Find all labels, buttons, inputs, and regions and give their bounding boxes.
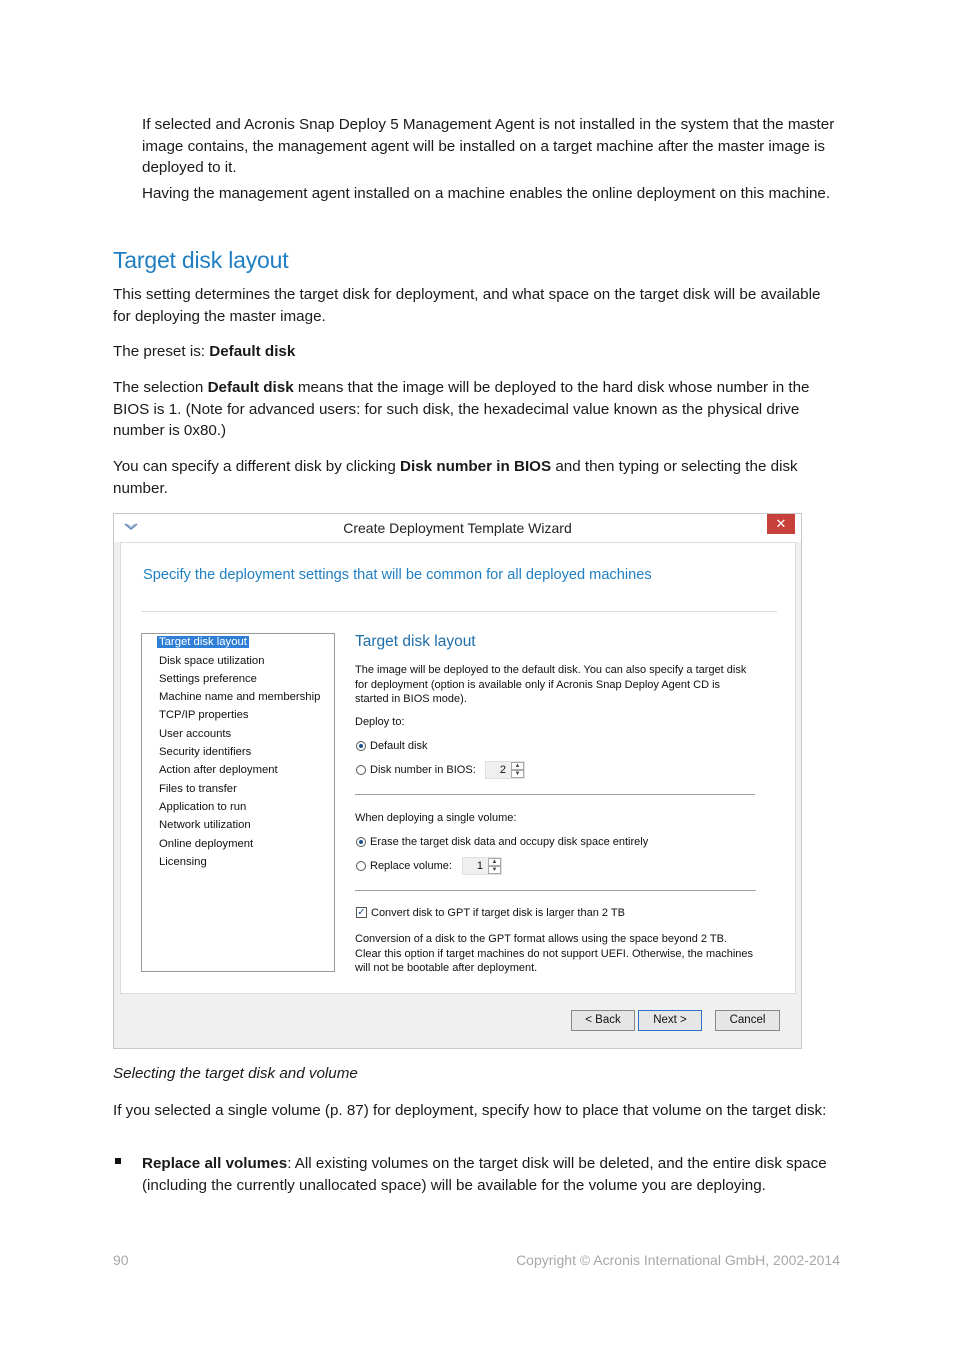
spinner-up-icon[interactable]: ▲	[488, 858, 501, 866]
gpt-description: Conversion of a disk to the GPT format allows using the space beyond 2 TB. Clear this option if target machines do not support UEFI. Otherwise, the machines will not be bootable after deployment.	[355, 933, 754, 974]
cancel-button[interactable]: Cancel	[715, 1010, 780, 1031]
page-number: 90	[113, 1252, 129, 1268]
replace-volume-value: 1	[476, 860, 483, 872]
back-button[interactable]: < Back	[571, 1010, 635, 1031]
selection-paragraph	[113, 377, 838, 442]
intro-paragraph-1: If selected and Acronis Snap Deploy 5 Management Agent is not installed in the system that the master image contains, the management agent will be installed on a target machine after the master image is deployed to it.	[142, 116, 835, 176]
panel-divider-2	[355, 890, 756, 891]
wizard-window	[113, 513, 802, 1049]
copyright: Copyright © Acronis International GmbH, 2002-2014	[516, 1252, 840, 1268]
wizard-title: Create Deployment Template Wizard	[343, 520, 572, 536]
replace-volume-label: Replace volume:	[370, 860, 452, 872]
nav-item-online-deployment[interactable]: Online deployment	[159, 838, 254, 850]
bios-disk-value: 2	[499, 764, 506, 776]
nav-item-action-after-deployment[interactable]: Action after deployment	[159, 764, 278, 776]
wizard-content	[120, 542, 796, 994]
spinner-up-icon[interactable]: ▲	[511, 762, 524, 770]
deploy-to-label: Deploy to:	[355, 716, 405, 728]
nav-item-disk-space-utilization[interactable]: Disk space utilization	[159, 655, 265, 667]
preset-value: Default disk	[209, 343, 296, 360]
erase-disk-label: Erase the target disk data and occupy disk space entirely	[370, 836, 649, 848]
nav-item-security-identifiers[interactable]: Security identifiers	[159, 746, 252, 758]
specify-text-a: You can specify a different disk by clicking	[113, 458, 401, 475]
bullet-icon	[115, 1158, 121, 1164]
nav-item-licensing[interactable]: Licensing	[159, 856, 207, 868]
preset-paragraph	[113, 341, 838, 363]
section-paragraph-1: This setting determines the target disk for deployment, and what space on the target disk will be available for deploying the master image.	[113, 286, 821, 325]
default-disk-label: Default disk	[370, 740, 428, 752]
selection-text-c: means that the image will be deployed to the hard disk whose number in the BIOS is 1. (Note for advanced users: for such disk, the hexadecimal value known as the physical drive number is 0x80.)	[113, 379, 810, 439]
nav-item-files-to-transfer[interactable]: Files to transfer	[159, 783, 237, 795]
bullet-text: : All existing volumes on the target disk will be deleted, and the entire disk space (including the currently unallocated space) will be available for the volume you are deploying.	[142, 1155, 827, 1194]
figure-caption: Selecting the target disk and volume	[113, 1065, 358, 1082]
nav-item-tcpip[interactable]: TCP/IP properties	[159, 709, 249, 721]
nav-item-target-disk-layout[interactable]: Target disk layout	[159, 636, 247, 648]
section-heading: Target disk layout	[113, 247, 289, 273]
close-button[interactable]: ✕	[767, 514, 795, 534]
single-volume-label: When deploying a single volume:	[355, 812, 517, 824]
bios-disk-spinner[interactable]	[485, 761, 525, 779]
gpt-checkbox-label: Convert disk to GPT if target disk is larger than 2 TB	[371, 907, 625, 919]
selection-text-bold: Default disk	[207, 379, 294, 396]
radio-replace-volume[interactable]	[356, 861, 366, 871]
radio-default-disk[interactable]	[356, 741, 366, 751]
wizard-header: Specify the deployment settings that will be common for all deployed machines	[143, 567, 652, 583]
preset-prefix: The preset is:	[113, 343, 210, 360]
bullet-bold: Replace all volumes	[142, 1155, 288, 1172]
nav-item-network-utilization[interactable]: Network utilization	[159, 819, 251, 831]
panel-title: Target disk layout	[355, 633, 476, 650]
gpt-checkbox[interactable]: ✓	[357, 907, 366, 918]
bullet-item-replace-all	[142, 1153, 842, 1196]
nav-item-application-to-run[interactable]: Application to run	[159, 801, 247, 813]
next-button[interactable]: Next >	[638, 1010, 702, 1031]
wizard-title-bar	[114, 514, 801, 542]
radio-disk-number-bios[interactable]	[356, 765, 366, 775]
specify-text-bold: Disk number in BIOS	[400, 458, 552, 475]
nav-item-machine-name[interactable]: Machine name and membership	[159, 691, 321, 703]
header-divider	[141, 611, 777, 612]
disk-number-bios-label: Disk number in BIOS:	[370, 764, 476, 776]
spinner-down-icon[interactable]: ▼	[511, 770, 524, 778]
specify-text-c: and then typing or selecting the disk number.	[113, 458, 798, 497]
specify-paragraph	[113, 456, 838, 499]
replace-volume-spinner[interactable]	[462, 857, 502, 875]
settings-nav-list	[141, 633, 335, 972]
intro-paragraph-2: Having the management agent installed on a machine enables the online deployment on this machine.	[142, 185, 831, 202]
radio-erase-disk[interactable]	[356, 837, 366, 847]
nav-item-user-accounts[interactable]: User accounts	[159, 728, 232, 740]
panel-divider-1	[355, 794, 755, 795]
selection-text-a: The selection	[113, 379, 208, 396]
spinner-down-icon[interactable]: ▼	[488, 866, 501, 874]
nav-item-settings-preference[interactable]: Settings preference	[159, 673, 257, 685]
panel-description: The image will be deployed to the default disk. You can also specify a target disk for deployment (option is available only if Acronis Snap Deploy Agent CD is started in BIOS mode).	[355, 664, 747, 705]
after-paragraph: If you selected a single volume (p. 87) for deployment, specify how to place that volume on the target disk:	[113, 1102, 827, 1119]
